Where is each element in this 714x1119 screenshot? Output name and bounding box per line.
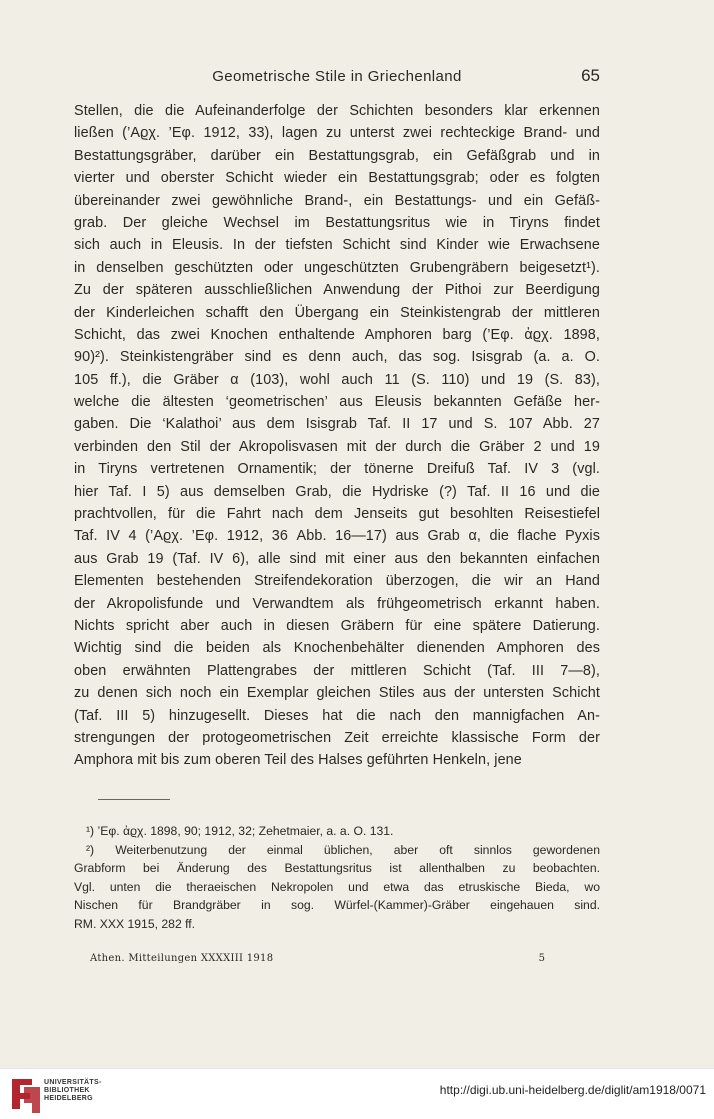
page-header — [74, 68, 600, 92]
footnotes — [74, 822, 600, 934]
library-name-line: HEIDELBERG — [44, 1095, 93, 1102]
text-line: vierter und oberster Schicht wieder ein Bestattungsgrab; oder es folgten — [74, 170, 600, 187]
text-line: grab. Der gleiche Wechsel im Bestattungsritus wie in Tiryns findet — [74, 214, 600, 231]
text-line: Nichts spricht aber auch in diesen Gräbern für eine spätere Datierung. — [74, 617, 600, 634]
text-line: welche die ältesten ‘geometrischen’ aus Eleusis bekannten Gefäße her- — [74, 394, 600, 411]
text-line: ließen (’Αϱχ. ’Εφ. 1912, 33), lagen zu unterst zwei rechteckige Brand- und — [74, 125, 600, 142]
footnote-line: ¹) ’Εφ. ἀϱχ. 1898, 90; 1912, 32; Zehetmaier, a. a. O. 131. — [86, 824, 394, 838]
library-name — [44, 1079, 102, 1103]
text-line: in denselben geschützten oder ungeschützten Grubengräbern beigesetzt¹). — [74, 259, 600, 276]
footnote-line: Grabform bei Änderung des Bestattungsritus ist allenthalben zu beobachten. — [74, 861, 600, 876]
footnote-line: Vgl. unten die theraeischen Nekropolen und etwa das etruskische Bieda, wo — [74, 879, 600, 894]
signature-journal: Athen. Mitteilungen XXXXIII 1918 — [90, 953, 274, 964]
text-line: Stellen, die die Aufeinanderfolge der Schichten besonders klar erkennen — [74, 103, 600, 119]
text-line: oben erwähnten Plattengrabes der mittleren Schicht (Taf. III 7—8), — [74, 662, 600, 679]
text-line: sich auch in Eleusis. In der tiefsten Schicht sind Kinder wie Erwachsene — [74, 237, 600, 254]
text-line: gaben. Die ‘Kalathoi’ aus dem Isisgrab Taf. II 17 und S. 107 Abb. 27 — [74, 416, 600, 433]
signature-number: 5 — [538, 953, 545, 964]
printer-signature — [90, 953, 545, 969]
source-url-link[interactable]: http://digi.ub.uni-heidelberg.de/diglit/am1918/0071 — [439, 1083, 706, 1097]
text-line: aus Grab 19 (Taf. IV 6), alle sind mit einer aus den bekannten einfachen — [74, 550, 600, 567]
text-line: zu denen sich noch ein Exemplar gleichen Stiles aus der untersten Schicht — [74, 685, 600, 702]
text-line: prachtvollen, für die Fahrt nach dem Jenseits gut besohlten Reisestiefel — [74, 506, 600, 523]
text-line: (Taf. III 5) hinzugesellt. Dieses hat die nach den mannigfachen An- — [74, 707, 600, 724]
footnote-divider — [98, 799, 170, 800]
text-line: Amphora mit bis zum oberen Teil des Halses geführten Henkeln, jene — [74, 752, 522, 769]
footnote-line: ²) Weiterbenutzung der einmal üblichen, aber oft sinnlos gewordenen — [86, 842, 600, 857]
text-line: Zu der späteren ausschließlichen Anwendung der Pithoi zur Beerdigung — [74, 282, 600, 299]
text-line: übereinander zwei gewöhnliche Brand-, ein Bestattungs- und ein Gefäß- — [74, 192, 600, 209]
text-line: der Kinderleichen schafft den Übergang ein Steinkistengrab der mittleren — [74, 304, 600, 321]
text-line: Bestattungsgräber, darüber ein Bestattungsgrab, ein Gefäßgrab und in — [74, 147, 600, 164]
text-line: verbinden den Stil der Akropolisvasen mit der durch die Gräber 2 und 19 — [74, 438, 600, 455]
text-line: in Tiryns vertretenen Ornamentik; der tönerne Dreifuß Taf. IV 3 (vgl. — [74, 461, 600, 478]
running-title: Geometrische Stile in Griechenland — [212, 68, 462, 85]
text-line: hier Taf. I 5) aus demselben Grab, die Hydriske (?) Taf. II 16 und die — [74, 483, 600, 500]
footnote-line: Nischen für Brandgräber in sog. Würfel-(Kammer)-Gräber eingehauen sind. — [74, 898, 600, 913]
library-name-line: BIBLIOTHEK — [44, 1087, 90, 1094]
page-number: 65 — [581, 66, 600, 85]
university-library-logo-icon — [8, 1073, 44, 1115]
text-line: der Akropolisfunde und Verwandtem als frühgeometrisch erkannt haben. — [74, 595, 600, 612]
text-line: 90)²). Steinkistengräber sind es denn auch, das sog. Isisgrab (a. a. O. — [74, 349, 600, 366]
text-line: Wichtig sind die beiden als Knochenbehälter dienenden Amphoren des — [74, 640, 600, 657]
text-line: Elementen bestehenden Streifendekoration überzogen, die wir an Hand — [74, 573, 600, 590]
library-name-line: UNIVERSITÄTS- — [44, 1079, 102, 1086]
text-line: 105 ff.), die Gräber α (103), wohl auch 11 (S. 110) und 19 (S. 83), — [74, 371, 600, 388]
text-line: Taf. IV 4 (’Αϱχ. ’Εφ. 1912, 36 Abb. 16—17) aus Grab α, die flache Pyxis — [74, 528, 600, 545]
text-line: Schicht, das zwei Knochen enthaltende Amphoren barg (’Εφ. ἀϱχ. 1898, — [74, 326, 600, 343]
footnote-line: RM. XXX 1915, 282 ff. — [74, 916, 196, 931]
body-text — [74, 100, 600, 772]
digitization-footer — [0, 1068, 714, 1119]
text-line: strengungen der protogeometrischen Zeit erreichte klassische Form der — [74, 729, 600, 746]
